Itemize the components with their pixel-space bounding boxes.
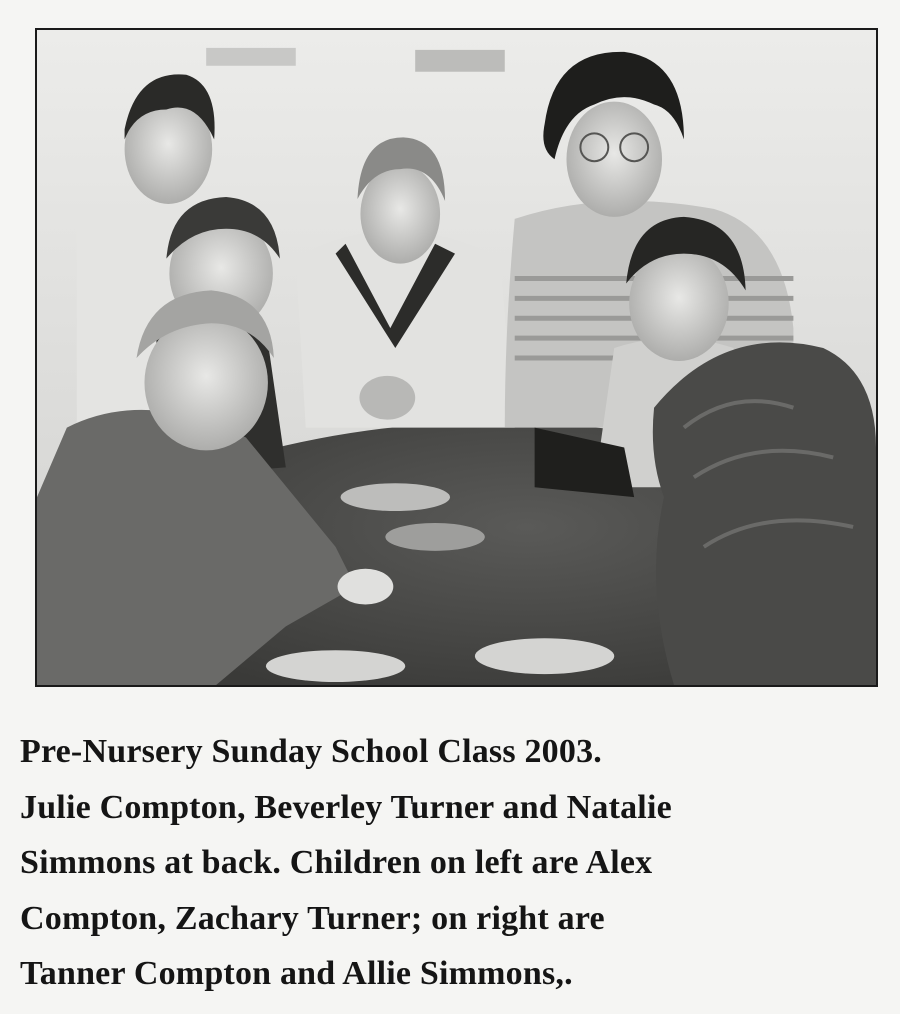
right-child-hair [653, 342, 876, 685]
class-photograph [35, 28, 878, 687]
caption-line-5: Tanner Compton and Allie Simmons,. [20, 955, 573, 992]
photo-caption [20, 724, 880, 1002]
photo-illustration [37, 30, 876, 685]
caption-line-4: Compton, Zachary Turner; on right are [20, 899, 605, 937]
caption-line-3: Simmons at back. Children on left are Alex [20, 844, 653, 881]
caption-line-2: Julie Compton, Beverley Turner and Natalie [20, 788, 672, 826]
caption-line-1: Pre-Nursery Sunday School Class 2003. [20, 733, 602, 770]
